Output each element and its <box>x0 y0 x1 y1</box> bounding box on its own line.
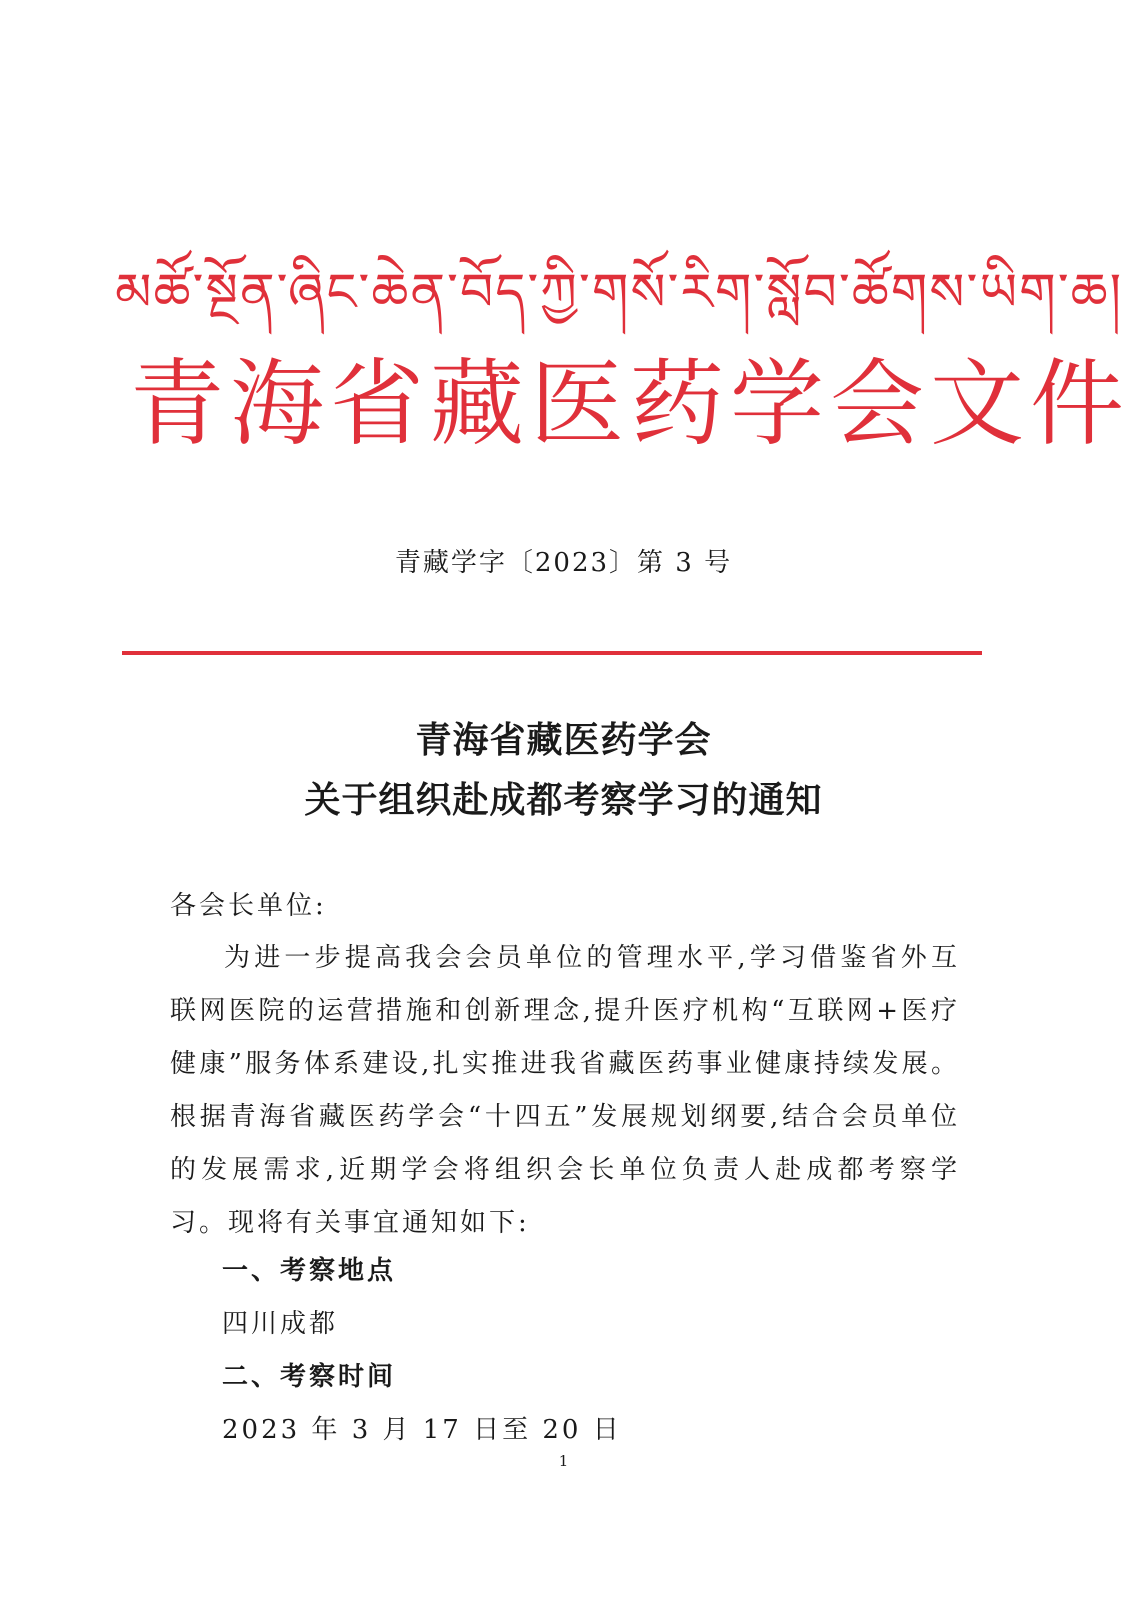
section1-heading: 一、考察地点 <box>222 1256 397 1286</box>
section1-value: 四川成都 <box>222 1309 339 1339</box>
section2-value: 2023 年 3 月 17 日至 20 日 <box>222 1415 622 1445</box>
page-number: 1 <box>558 1452 569 1470</box>
section2-heading: 二、考察时间 <box>222 1362 397 1392</box>
notice-title-line1: 青海省藏医药学会 <box>415 719 712 761</box>
salutation: 各会长单位: <box>170 891 327 921</box>
red-divider-line <box>122 651 982 655</box>
document-number: 青藏学字〔2023〕第 3 号 <box>394 548 733 578</box>
letterhead-tibetan: མཚོ་སྔོན་ཞིང་ཆེན་བོད་ཀྱི་གསོ་རིག་སློབ་ཚོགས་ཡིག་ཆ། <box>115 263 1124 323</box>
body-paragraph: 为进一步提高我会会员单位的管理水平,学习借鉴省外互联网医院的运营措施和创新理念,提升医疗机构“互联网+医疗健康”服务体系建设,扎实推进我省藏医药事业健康持续发展。根据青海省藏医药学会“十四五”发展规划纲要,结合会员单位的发展需求,近期学会将组织会长单位负责人赴成都考察学习。现将有关事宜通知如下: <box>170 943 960 1238</box>
notice-title-line2: 关于组织赴成都考察学习的通知 <box>304 779 823 821</box>
letterhead-title: 青海省藏医药学会文件 <box>130 350 1130 459</box>
